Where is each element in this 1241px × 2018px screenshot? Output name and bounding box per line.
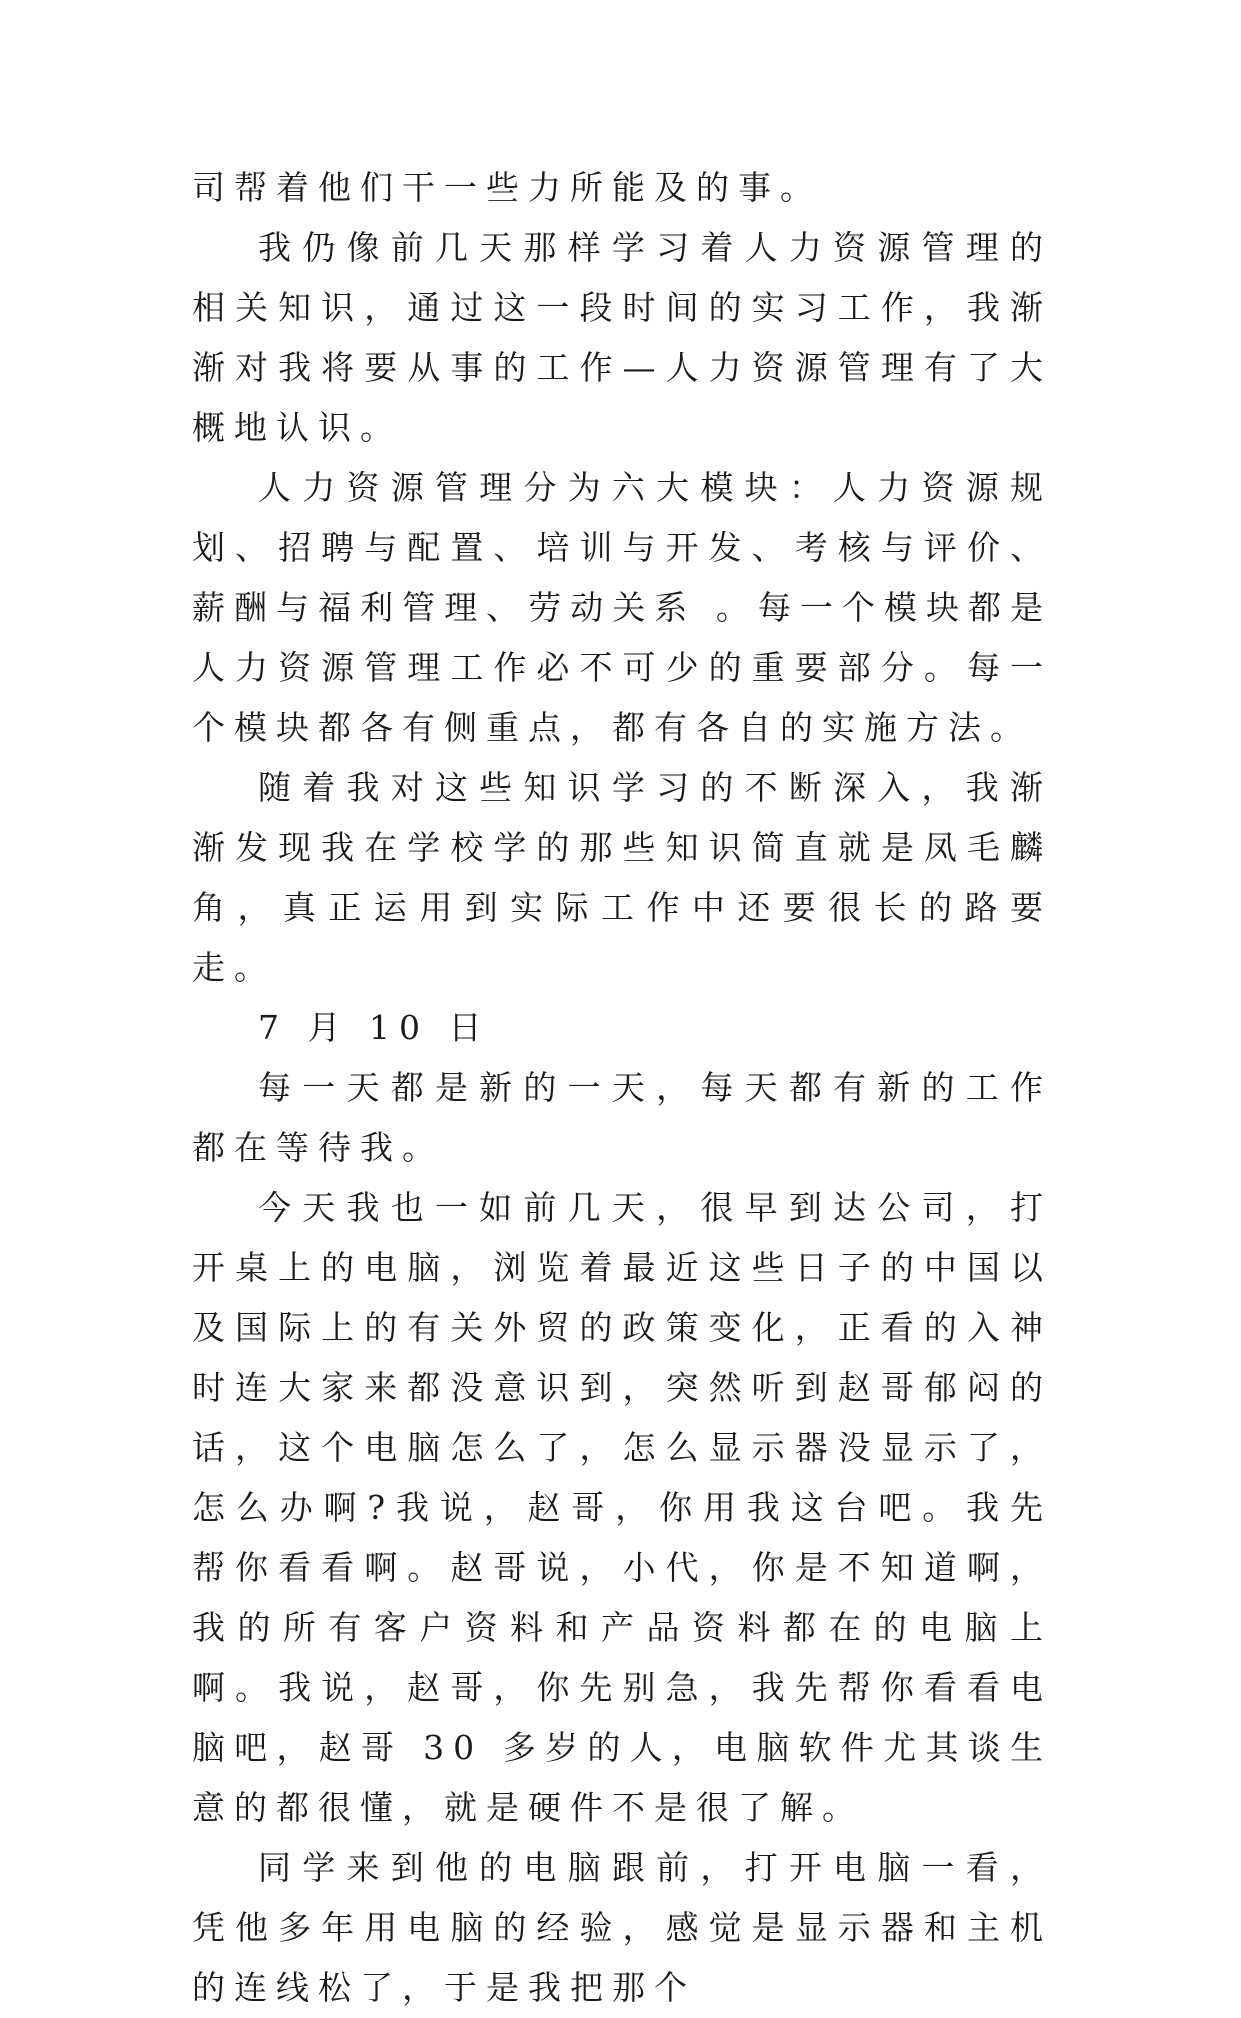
document-page xyxy=(192,158,1052,2018)
date-heading: 7 月 10 日 xyxy=(258,1008,491,1047)
paragraph-fixing-computer: 同学来到他的电脑跟前，打开电脑一看，凭他多年用电脑的经验，感觉是显示器和主机的连线松了，于是我把那个 xyxy=(192,1848,1052,2007)
paragraph-learning-depth: 随着我对这些知识学习的不断深入，我渐渐发现我在学校学的那些知识简直就是凤毛麟角，真正运用到实际工作中还要很长的路要走。 xyxy=(192,768,1052,987)
paragraph-new-day: 每一天都是新的一天，每天都有新的工作都在等待我。 xyxy=(192,1068,1052,1167)
paragraph-hr-study: 我仍像前几天那样学习着人力资源管理的相关知识，通过这一段时间的实习工作，我渐渐对我将要从事的工作—人力资源管理有了大概地认识。 xyxy=(192,228,1052,447)
paragraph-computer-issue: 今天我也一如前几天，很早到达公司，打开桌上的电脑，浏览着最近这些日子的中国以及国际上的有关外贸的政策变化，正看的入神时连大家来都没意识到，突然听到赵哥郁闷的话，这个电脑怎么了，怎么显示器没显示了，怎么办啊?我说，赵哥，你用我这台吧。我先帮你看看啊。赵哥说，小代，你是不知道啊，我的所有客户资料和产品资料都在的电脑上啊。我说，赵哥，你先别急，我先帮你看看电脑吧，赵哥 30 多岁的人，电脑软件尤其谈生意的都很懂，就是硬件不是很了解。 xyxy=(192,1188,1052,1827)
paragraph-hr-modules: 人力资源管理分为六大模块：人力资源规划、招聘与配置、培训与开发、考核与评价、薪酬与福利管理、劳动关系 。每一个模块都是人力资源管理工作必不可少的重要部分。每一个模块都各有侧重点，都有各自的实施方法。 xyxy=(192,468,1052,747)
paragraph-continuation: 司帮着他们干一些力所能及的事。 xyxy=(192,168,822,207)
